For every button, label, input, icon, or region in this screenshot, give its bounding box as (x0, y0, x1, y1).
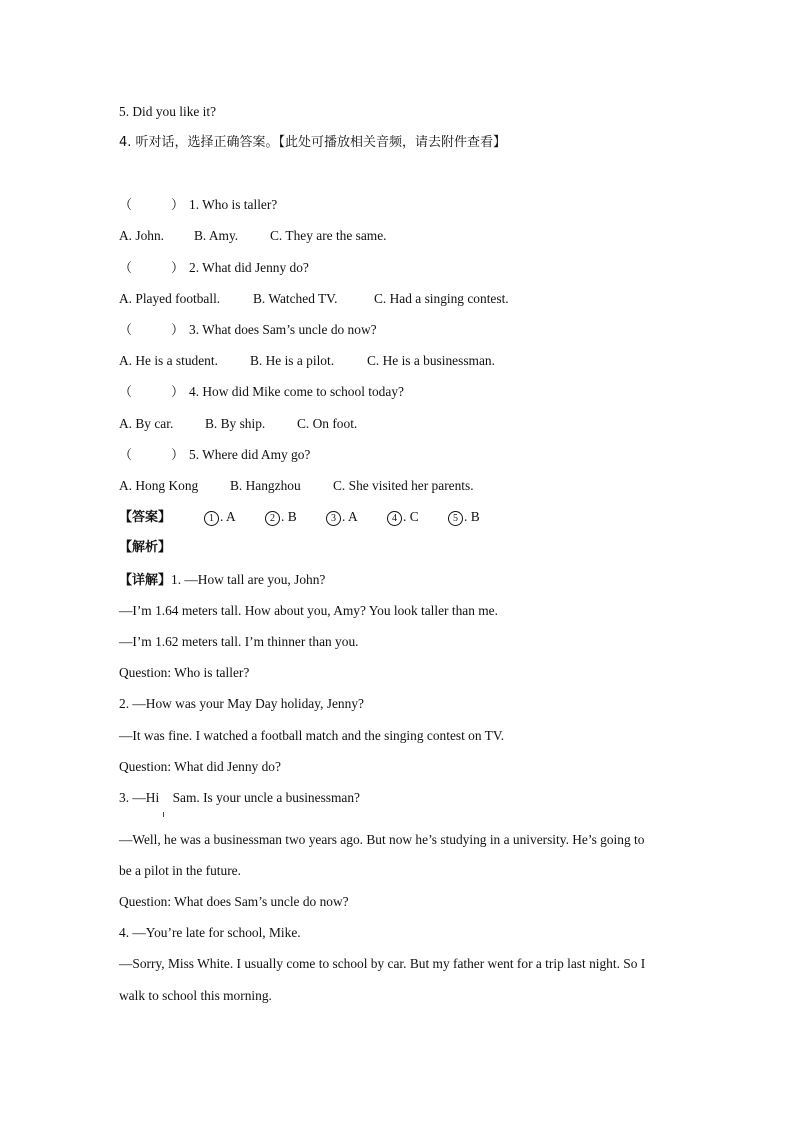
section-heading: 4. 听对话，选择正确答案。【此处可播放相关音频，请去附件查看】 (119, 135, 507, 150)
stray-mark (163, 812, 164, 817)
question-1-options (119, 227, 387, 245)
transcript-line: —It was fine. I watched a football match and the singing contest on TV. (119, 728, 505, 743)
question-5-options (119, 477, 474, 495)
answer-item-4: 4 . C (387, 508, 448, 526)
transcript-line: —I’m 1.62 meters tall. I’m thinner than you. (119, 634, 359, 649)
question-4: （ ） 4. How did Mike come to school today? (119, 384, 404, 400)
question-3: （ ） 3. What does Sam’s uncle do now? (119, 322, 377, 338)
answer-label: 【答案】 (119, 510, 172, 525)
answer-item-5: 5 . B (448, 508, 509, 526)
transcript-line: be a pilot in the future. (119, 863, 241, 878)
answer-blank: （ ） (119, 261, 185, 276)
option-a: A. Played football. (119, 291, 221, 306)
option-a: A. He is a student. (119, 353, 218, 368)
option-a: A. John. (119, 228, 165, 243)
option-c: C. She visited her parents. (333, 478, 474, 493)
transcript-line: 2. —How was your May Day holiday, Jenny? (119, 696, 364, 711)
answer-item-3: 3 . A (326, 508, 387, 526)
answer-blank: （ ） (119, 198, 185, 213)
option-c: C. He is a businessman. (367, 353, 495, 368)
answer-blank: （ ） (119, 323, 185, 338)
option-b: B. He is a pilot. (250, 353, 335, 368)
transcript-line: —Well, he was a businessman two years ago. But now he’s studying in a university. He’s going to (119, 832, 645, 847)
transcript-line: 3. —Hi Sam. Is your uncle a businessman? (119, 790, 360, 805)
detail-label: 【详解】 (119, 573, 172, 588)
question-4-options (119, 415, 357, 433)
option-c: C. Had a singing contest. (374, 291, 509, 306)
option-b: B. By ship. (205, 416, 266, 431)
transcript-line: —Sorry, Miss White. I usually come to school by car. But my father went for a trip last night. So I (119, 956, 646, 971)
question-3-options (119, 352, 495, 370)
detail-line-1: 【详解】1. —How tall are you, John? (119, 572, 326, 588)
answer-item-1: 1 . A (204, 508, 265, 526)
option-a: A. By car. (119, 416, 174, 431)
option-a: A. Hong Kong (119, 478, 199, 493)
option-b: B. Amy. (194, 228, 239, 243)
analysis-label: 【解析】 (119, 540, 172, 555)
answer-blank: （ ） (119, 448, 185, 463)
answer-key (119, 508, 509, 527)
option-b: B. Hangzhou (230, 478, 301, 493)
question-5: （ ） 5. Where did Amy go? (119, 447, 311, 463)
transcript-line: 4. —You’re late for school, Mike. (119, 925, 301, 940)
answer-blank: （ ） (119, 385, 185, 400)
option-c: C. They are the same. (270, 228, 387, 243)
previous-question-line: 5. Did you like it? (119, 104, 217, 119)
question-2-options (119, 290, 509, 308)
question-1: （ ） 1. Who is taller? (119, 197, 278, 213)
transcript-line: Question: What did Jenny do? (119, 759, 281, 774)
option-b: B. Watched TV. (253, 291, 338, 306)
transcript-line: walk to school this morning. (119, 988, 272, 1003)
question-2: （ ） 2. What did Jenny do? (119, 260, 309, 276)
answer-item-2: 2 . B (265, 508, 326, 526)
option-c: C. On foot. (297, 416, 358, 431)
transcript-line: —I’m 1.64 meters tall. How about you, Amy? You look taller than me. (119, 603, 498, 618)
transcript-line: Question: What does Sam’s uncle do now? (119, 894, 349, 909)
transcript-line: Question: Who is taller? (119, 665, 250, 680)
